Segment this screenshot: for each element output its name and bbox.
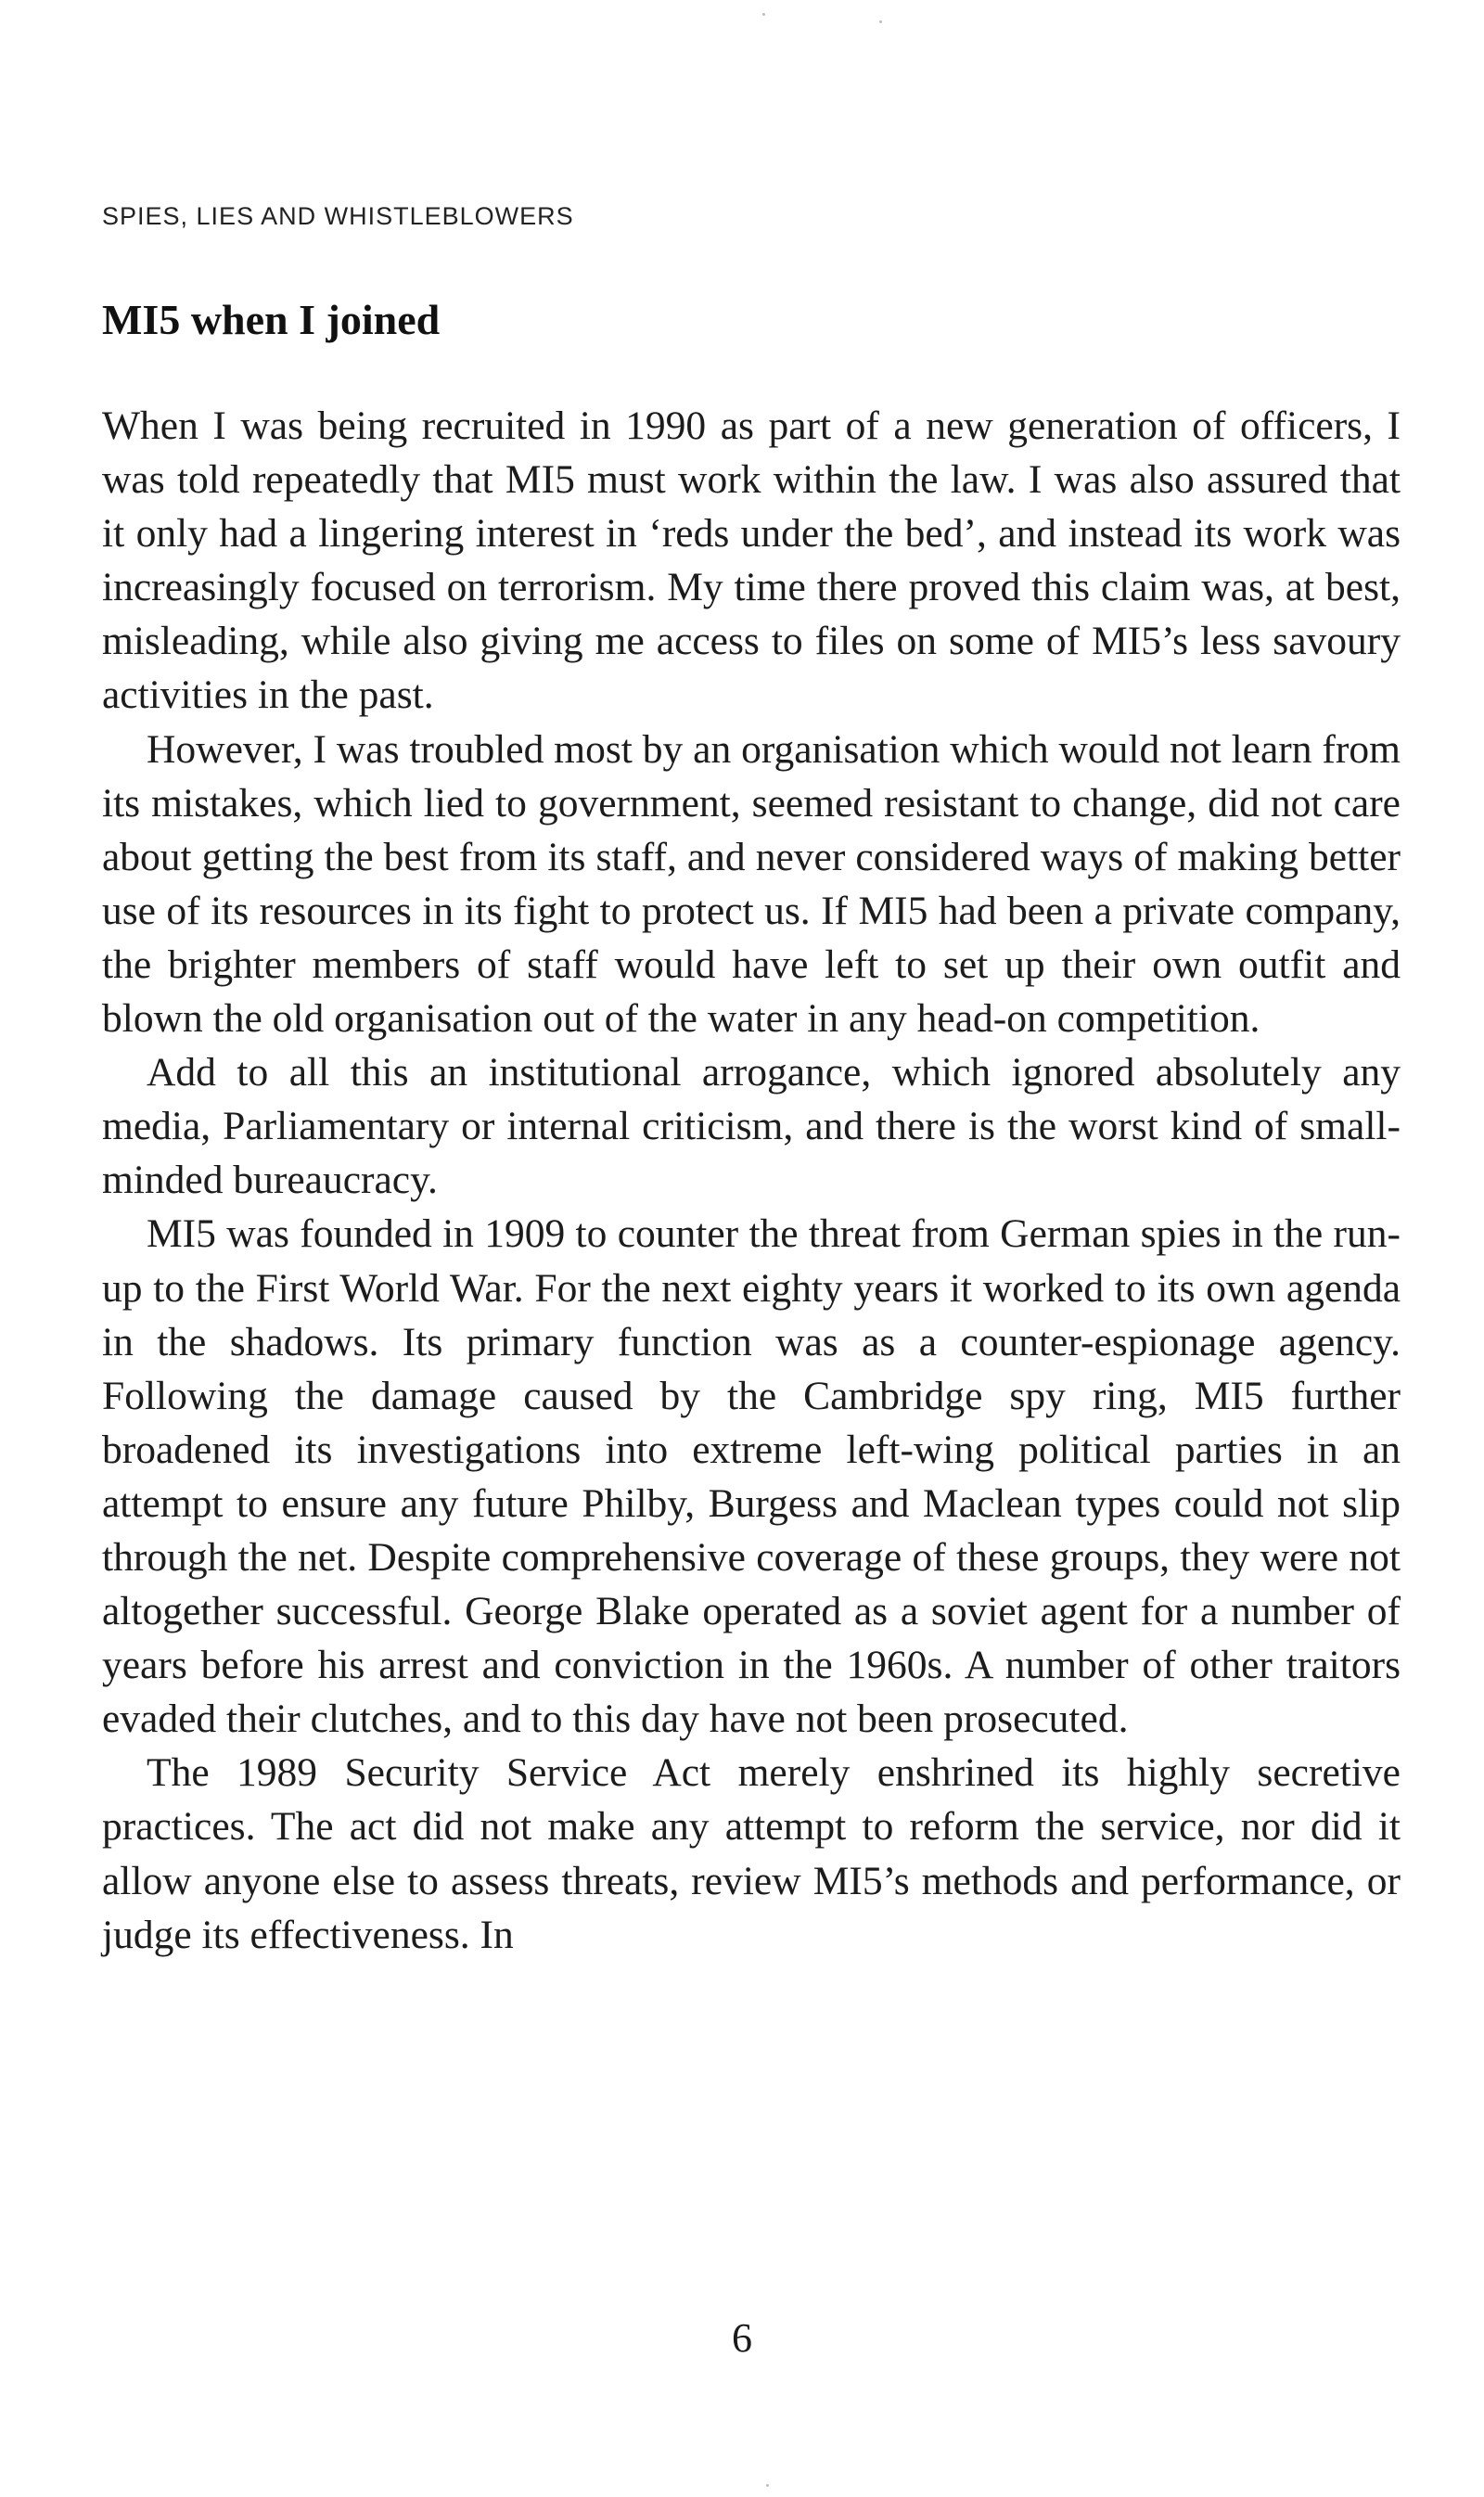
scan-speck xyxy=(762,13,765,16)
page-number: 6 xyxy=(732,2315,752,2361)
paragraph: The 1989 Security Service Act merely enshrined its highly secretive practices. The act did not make any attempt to reform the service, nor did it allow anyone else to assess threats, review MI5’s methods and performance, or judge its effectiveness. In xyxy=(102,1750,1401,1957)
running-head: SPIES, LIES AND WHISTLEBLOWERS xyxy=(102,202,574,230)
paragraph: MI5 was founded in 1909 to counter the threat from German spies in the run-up to the First World War. For the next eighty years it worked to its own agenda in the shadows. Its primary function was as a counter-espionage agency. Following the damage caused by the Cambridge spy ring, MI5 further broadened its investigations into extreme left-wing political parties in an attempt to ensure any future Philby, Burgess and Maclean types could not slip through the net. Despite comprehensive coverage of these groups, they were not altogether successful. George Blake operated as a soviet agent for a number of years before his arrest and conviction in the 1960s. A number of other traitors evaded their clutches, and to this day have not been prosecuted. xyxy=(102,1211,1401,1742)
paragraph: Add to all this an institutional arrogance, which ignored absolutely any media, Parliamentary or internal criticism, and there is the worst kind of small-minded bureaucracy. xyxy=(102,1050,1401,1203)
section-title: MI5 when I joined xyxy=(102,296,441,343)
paragraph: However, I was troubled most by an organisation which would not learn from its mistakes, which lied to government, seemed resistant to change, did not care about getting the best from its staff, and never considered ways of making better use of its resources in its fight to protect us. If MI5 had been a private company, the brighter members of staff would have left to set up their own outfit and blown the old organisation out of the water in any head-on competition. xyxy=(102,726,1401,1042)
paragraph: When I was being recruited in 1990 as part of a new generation of officers, I was told repeatedly that MI5 must work within the law. I was also assured that it only had a lingering interest in ‘reds under the bed’, and instead its work was increasingly focused on terrorism. My time there proved this claim was, at best, misleading, while also giving me access to files on some of MI5’s less savoury activities in the past. xyxy=(102,403,1401,718)
scan-speck xyxy=(766,2484,769,2487)
scan-speck xyxy=(879,20,882,23)
body-text xyxy=(102,399,1401,1962)
